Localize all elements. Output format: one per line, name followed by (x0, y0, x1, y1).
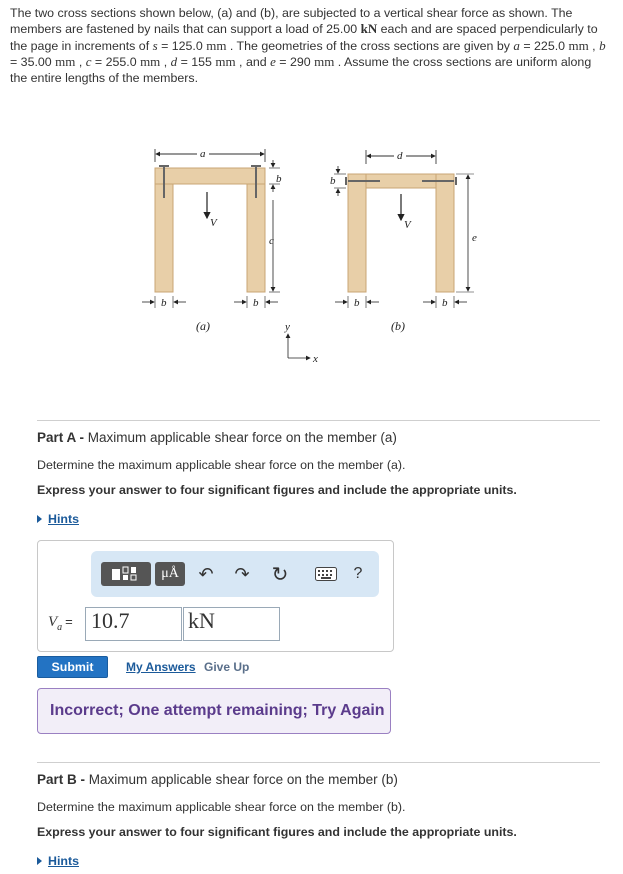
answer-value-input[interactable]: 10.7 (85, 607, 182, 641)
section-a-right-leg (247, 184, 265, 292)
undo-icon: ↶ (198, 563, 214, 584)
label-V-a: V (210, 217, 217, 229)
section-a-left-leg (155, 184, 173, 292)
label-d: d (397, 150, 403, 162)
problem-statement: The two cross sections shown below, (a) and (b), are subjected to a vertical shear force as shown. The members are fastened by nails that can support a load of 25.00 kN each and are spaced perpendicularly to the page in increments of s = 125.0 mm . The geometries of the cross sections are given by a = 225.0 mm , b = 35.00 mm , c = 255.0 mm , d = 155 mm , and e = 290 mm . Assume the cross sections are uniform along the entire lengths of the members. (10, 6, 606, 85)
keyboard-icon (315, 567, 337, 581)
label-b-bottom-right: b (442, 297, 448, 309)
label-x: x (313, 353, 318, 365)
part-b-description: Determine the maximum applicable shear force on the member (b). (37, 800, 406, 814)
redo-button[interactable] (231, 562, 253, 586)
label-V-b: V (404, 219, 411, 231)
answer-unit-input[interactable]: kN (183, 607, 280, 641)
label-b-top: b (330, 175, 336, 187)
reset-button[interactable] (269, 562, 291, 586)
expand-triangle-icon (37, 515, 42, 523)
label-b-bottom-left: b (354, 297, 360, 309)
section-a (142, 146, 282, 333)
part-a-hints-link[interactable]: Hints (37, 512, 79, 526)
section-a-top-board (155, 168, 265, 184)
part-a-description: Determine the maximum applicable shear force on the member (a). (37, 458, 406, 472)
help-button[interactable]: ? (353, 565, 363, 582)
label-y: y (285, 321, 290, 333)
redo-icon: ↷ (234, 563, 250, 584)
math-toolbar (91, 551, 379, 597)
section-b-left-leg (348, 174, 366, 292)
part-b-hints-link[interactable]: Hints (37, 854, 79, 868)
part-b-instructions: Express your answer to four significant figures and include the appropriate units. (37, 825, 517, 839)
label-e: e (472, 232, 477, 244)
divider-part-a (37, 420, 600, 421)
expand-triangle-icon (37, 857, 42, 865)
answer-variable-label: $V_a$ = (48, 614, 73, 633)
answer-box (37, 540, 394, 652)
units-button[interactable]: μÅ (155, 562, 185, 586)
reset-icon: ↻ (271, 563, 289, 586)
section-b-right-leg (436, 174, 454, 292)
label-c: c (269, 235, 274, 247)
label-b-left: b (161, 297, 167, 309)
templates-button[interactable] (101, 562, 151, 586)
undo-button[interactable] (195, 562, 217, 586)
label-b-right: b (253, 297, 259, 309)
part-a-title: Part A - Maximum applicable shear force on the member (a) (37, 430, 397, 445)
feedback-message: Incorrect; One attempt remaining; Try Again (37, 688, 391, 734)
give-up-link[interactable]: Give Up (204, 660, 250, 674)
section-b (330, 148, 482, 333)
submit-button[interactable]: Submit (37, 656, 108, 678)
keyboard-button[interactable] (313, 562, 339, 586)
label-a: a (200, 148, 206, 160)
caption-a: (a) (196, 319, 210, 333)
cross-section-diagram (130, 140, 490, 380)
divider-part-b (37, 762, 600, 763)
label-b-vertical: b (276, 173, 282, 185)
cross-section-figure (130, 140, 490, 380)
my-answers-link[interactable]: My Answers (126, 660, 196, 674)
templates-icon (111, 566, 141, 582)
part-b-title: Part B - Maximum applicable shear force on the member (b) (37, 772, 398, 787)
axes (284, 321, 318, 365)
part-a-instructions: Express your answer to four significant figures and include the appropriate units. (37, 483, 517, 497)
caption-b: (b) (391, 319, 405, 333)
